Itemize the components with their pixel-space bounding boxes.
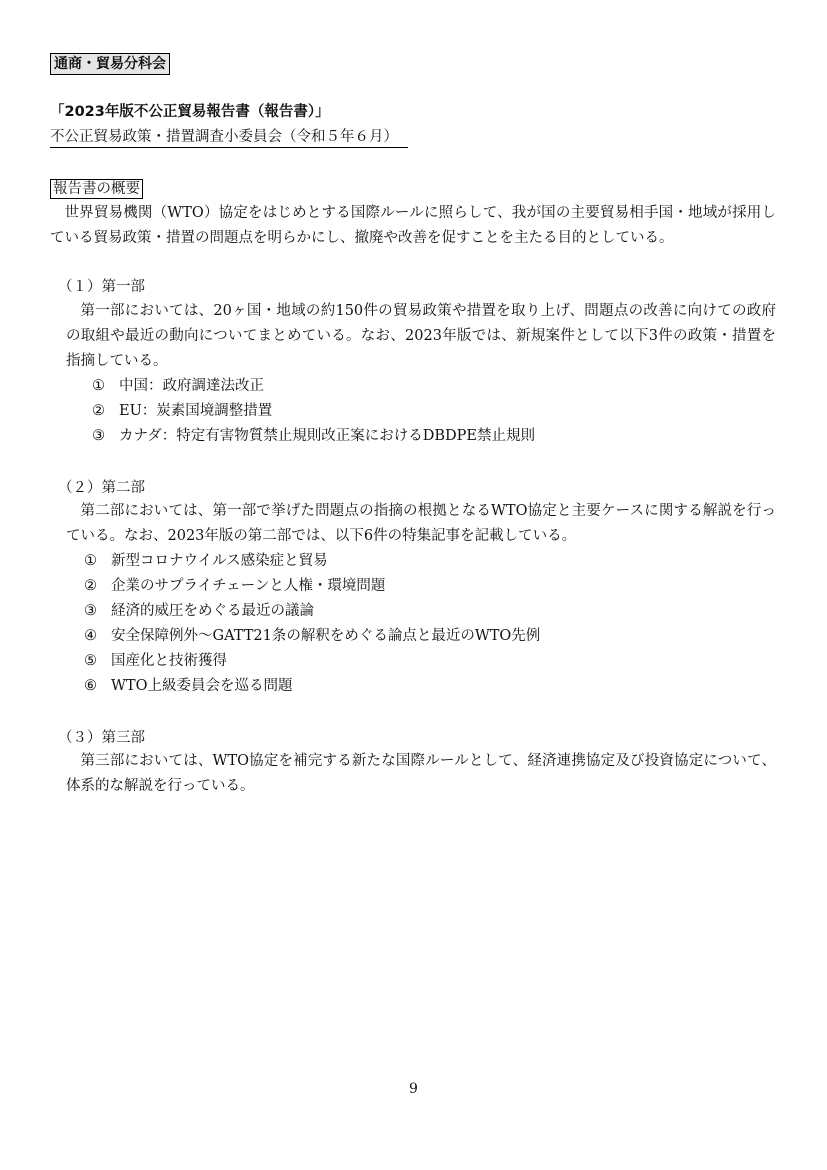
item-text: 新型コロナウイルス感染症と貿易	[111, 553, 328, 569]
part1-heading: （１）第一部	[58, 279, 145, 295]
part2-body: 第二部においては、第一部で挙げた問題点の指摘の根拠となるWTO協定と主要ケースに関する解説を行っている。なお、2023年版の第二部では、以下6件の特集記事を記載している。	[66, 503, 776, 544]
list-item	[84, 649, 540, 674]
item-text: EU：炭素国境調整措置	[119, 403, 273, 419]
item-text: WTO上級委員会を巡る問題	[111, 678, 293, 694]
item-number: ⑤	[84, 653, 97, 669]
item-text: 経済的威圧をめぐる最近の議論	[111, 603, 314, 619]
item-text: 安全保障例外～GATT21条の解釈をめぐる論点と最近のWTO先例	[111, 628, 541, 644]
item-text: カナダ：特定有害物質禁止規則改正案におけるDBDPE禁止規則	[119, 428, 536, 444]
part3-body: 第三部においては、WTO協定を補完する新たな国際ルールとして、経済連携協定及び投資協定について、体系的な解説を行っている。	[66, 753, 776, 794]
report-subtitle: 不公正貿易政策・措置調査小委員会（令和５年６月）	[50, 127, 408, 148]
item-text: 国産化と技術獲得	[111, 653, 227, 669]
intro-paragraph: 世界貿易機関（WTO）協定をはじめとする国際ルールに照らして、我が国の主要貿易相手国・地域が採用している貿易政策・措置の問題点を明らかにし、撤廃や改善を促すことを主たる目的としている。	[50, 205, 776, 246]
item-number: ③	[84, 603, 97, 619]
section-tag: 通商・貿易分科会	[50, 53, 170, 75]
item-number: ①	[84, 553, 97, 569]
list-item	[84, 624, 540, 649]
item-text: 中国：政府調達法改正	[119, 378, 264, 394]
part3-heading: （３）第三部	[58, 730, 145, 746]
page-number: 9	[409, 1081, 418, 1097]
list-item	[92, 399, 535, 424]
list-item	[92, 424, 535, 449]
list-item	[84, 674, 540, 699]
summary-heading: 報告書の概要	[50, 179, 143, 199]
list-item	[84, 599, 540, 624]
list-item	[92, 374, 535, 399]
item-text: 企業のサプライチェーンと人権・環境問題	[111, 578, 386, 594]
part2-item-list	[84, 549, 540, 699]
list-item	[84, 574, 540, 599]
item-number: ②	[92, 403, 105, 419]
report-title: 「2023年版不公正貿易報告書（報告書）」	[50, 104, 330, 120]
part1-body: 第一部においては、20ヶ国・地域の約150件の貿易政策や措置を取り上げ、問題点の改善に向けての政府の取組や最近の動向についてまとめている。なお、2023年版では、新規案件として以下3件の政策・措置を指摘している。	[66, 303, 776, 369]
item-number: ①	[92, 378, 105, 394]
list-item	[84, 549, 540, 574]
item-number: ④	[84, 628, 97, 644]
part1-item-list	[92, 374, 535, 449]
item-number: ⑥	[84, 678, 97, 694]
part2-heading: （２）第二部	[58, 480, 145, 496]
item-number: ③	[92, 428, 105, 444]
item-number: ②	[84, 578, 97, 594]
